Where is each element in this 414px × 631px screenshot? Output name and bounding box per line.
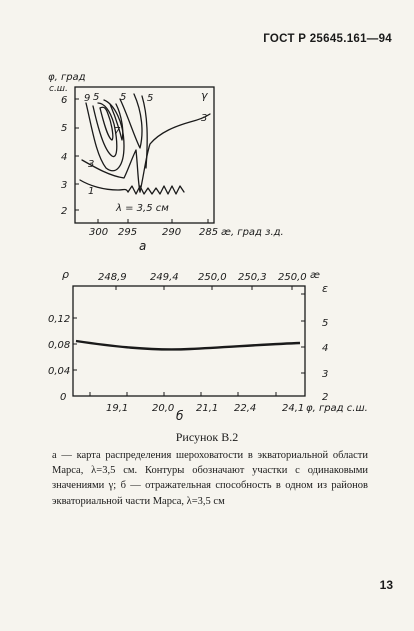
figure-b bbox=[48, 268, 368, 423]
contour-label-3-right: 3 bbox=[201, 113, 208, 124]
page-number: 13 bbox=[379, 578, 393, 592]
top-tick-5: 250,0 bbox=[278, 272, 307, 283]
contour-label-9: 9 bbox=[84, 93, 91, 104]
contour-lines bbox=[80, 94, 210, 194]
x-tick-290: 290 bbox=[162, 227, 182, 238]
contour-3-right bbox=[140, 114, 210, 192]
contour-1-ripple bbox=[128, 186, 184, 194]
rho-label: ρ bbox=[62, 268, 69, 281]
bottom-tick-2: 20,0 bbox=[152, 403, 175, 414]
top-tick-4: 250,3 bbox=[238, 272, 267, 283]
x-axis-title: æ, град з.д. bbox=[221, 227, 284, 238]
bottom-tick-5: 24,1 bbox=[282, 403, 305, 414]
x-tick-285: 285 bbox=[199, 227, 219, 238]
y-axis-title-line2: с.ш. bbox=[49, 84, 68, 94]
caption-title: Рисунок В.2 bbox=[175, 430, 239, 444]
figure-a bbox=[48, 72, 284, 253]
top-tick-2: 249,4 bbox=[150, 272, 179, 283]
corner-symbol-gamma: γ bbox=[201, 89, 208, 102]
right-tick-3: 3 bbox=[322, 369, 329, 380]
document-header: ГОСТ Р 25645.161—94 bbox=[263, 33, 392, 45]
contour-label-5b: 5 bbox=[120, 92, 127, 103]
contour-label-1: 1 bbox=[88, 186, 95, 197]
y-tick-6: 6 bbox=[61, 95, 68, 106]
caption-text: а — карта распределения шероховатости в экваториальной области Марса, λ=3,5 см. Контуры обозначают участки с одинаковыми значениями γ; б — отражательная способность в одном из районов экваториальной части Марса, λ=3,5 см bbox=[52, 450, 368, 507]
right-tick-2: 2 bbox=[322, 392, 329, 403]
top-tick-3: 250,0 bbox=[198, 272, 227, 283]
y-tick-4: 4 bbox=[61, 152, 68, 163]
top-x-unit: æ bbox=[310, 270, 320, 281]
panel-label-b: б bbox=[176, 409, 184, 423]
top-tick-1: 248,9 bbox=[98, 272, 127, 283]
epsilon-label: ε bbox=[322, 282, 328, 295]
right-tick-4: 4 bbox=[322, 343, 329, 354]
panel-label-a: а bbox=[139, 239, 147, 253]
contour-label-3-left: 3 bbox=[88, 159, 95, 170]
bottom-tick-3: 21,1 bbox=[196, 403, 219, 414]
lambda-note: λ = 3,5 см bbox=[116, 203, 169, 214]
bottom-tick-1: 19,1 bbox=[106, 403, 129, 414]
left-tick-008: 0,08 bbox=[48, 340, 71, 351]
left-tick-004: 0,04 bbox=[48, 366, 71, 377]
reflectivity-curve bbox=[76, 341, 300, 349]
left-tick-012: 0,12 bbox=[48, 314, 71, 325]
contour-9 bbox=[100, 107, 113, 140]
bottom-tick-4: 22,4 bbox=[234, 403, 257, 414]
right-tick-5: 5 bbox=[322, 318, 329, 329]
x-tick-300: 300 bbox=[89, 227, 109, 238]
y-tick-5: 5 bbox=[61, 123, 68, 134]
x-tick-295: 295 bbox=[118, 227, 138, 238]
contour-label-5a: 5 bbox=[93, 92, 100, 103]
y-tick-2: 2 bbox=[61, 206, 68, 217]
y-axis-title-line1: φ, град bbox=[48, 72, 86, 83]
contour-label-7: 7 bbox=[114, 126, 121, 137]
chart-frame bbox=[73, 286, 305, 396]
left-tick-0: 0 bbox=[60, 392, 67, 403]
contour-label-5c: 5 bbox=[147, 93, 154, 104]
bottom-x-title: φ, град с.ш. bbox=[306, 403, 368, 414]
y-tick-3: 3 bbox=[61, 180, 68, 191]
